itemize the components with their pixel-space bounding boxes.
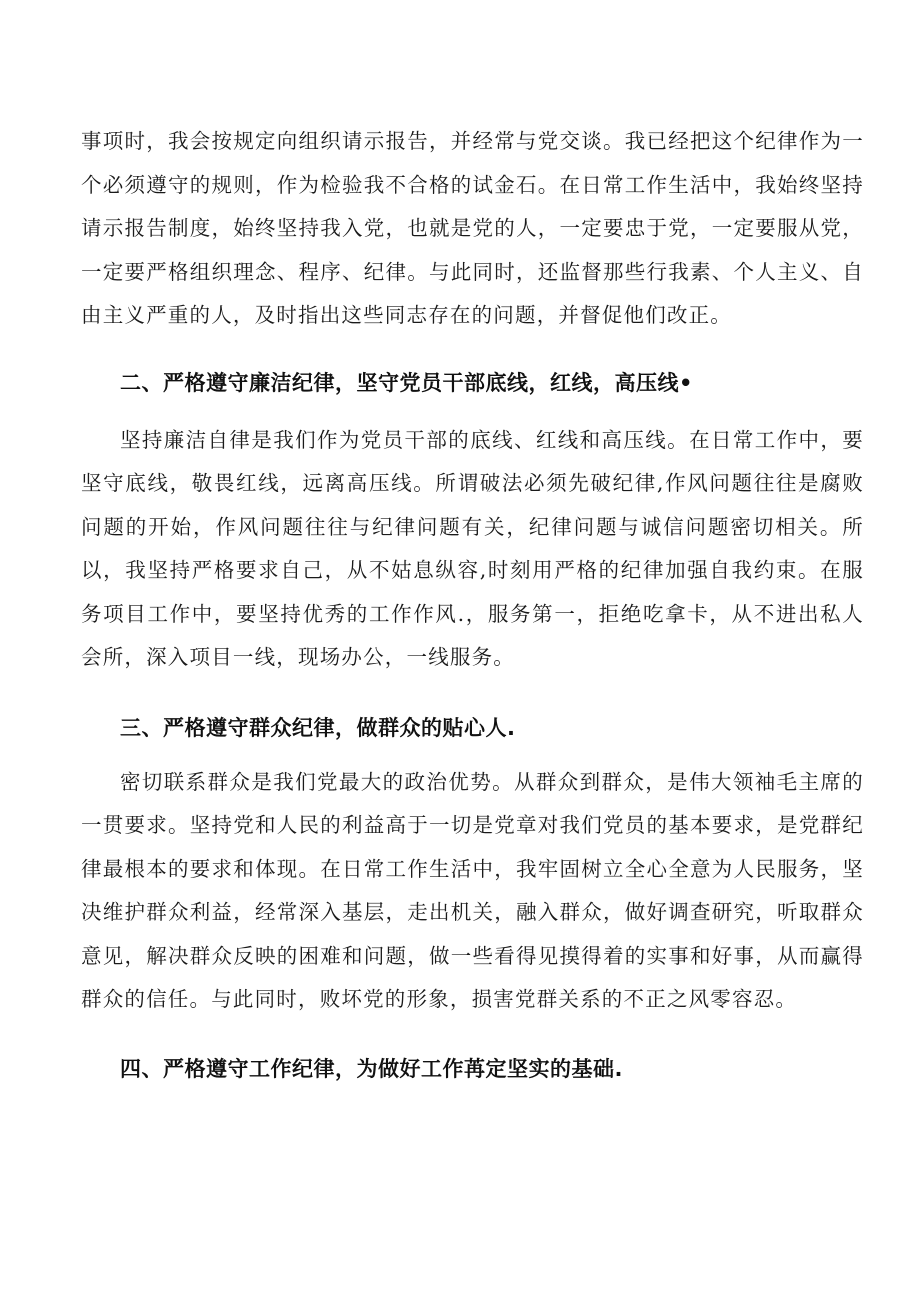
paragraph-mass-discipline: 密切联系群众是我们党最大的政治优势。从群众到群众，是伟大领袖毛主席的一贯要求。坚持党和人民的利益高于一切是党章对我们党员的基本要求，是党群纪律最根本的要求和体现。在日常工作生活中，我牢固树立全心全意为人民服务，坚决维护群众利益，经常深入基层，走出机关，融入群众，做好调查研究，听取群众意见，解决群众反映的困难和问题，做一些看得见摸得着的实事和好事，从而赢得群众的信任。与此同时，败坏党的形象，损害党群关系的不正之风零容忍。 bbox=[81, 769, 864, 1011]
paragraph-continuation: 事项时，我会按规定向组织请示报告，并经常与党交谈。我已经把这个纪律作为一个必须遵守的规则，作为检验我不合格的试金石。在日常工作生活中，我始终坚持请示报告制度，始终坚持我入党，也就是党的人，一定要忠于党，一定要服从党，一定要严格组织理念、程序、纪律。与此同时，还监督那些行我素、个人主义、自由主义严重的人，及时指出这些同志存在的问题，并督促他们改正。 bbox=[81, 129, 864, 327]
section-heading-3: 三、严格遵守群众纪律，做群众的贴心人. bbox=[120, 715, 516, 740]
section-heading-2: 二、严格遵守廉洁纪律，坚守党员干部底线，红线，高压线• bbox=[120, 370, 693, 395]
section-heading-4: 四、严格遵守工作纪律，为做好工作苒定坚实的基础. bbox=[120, 1056, 623, 1081]
document-body bbox=[81, 120, 864, 1084]
paragraph-integrity-discipline: 坚持廉洁自律是我们作为党员干部的底线、红线和高压线。在日常工作中，要坚守底线，敬畏红线，远离高压线。所谓破法必须先破纪律,作风问题往往是腐败问题的开始，作风问题往往与纪律问题有关，纪律问题与诚信问题密切相关。所以，我坚持严格要求自己，从不姑息纵容,时刻用严格的纪律加强自我约束。在服务项目工作中，要坚持优秀的工作作风.，服务第一，拒绝吃拿卡，从不进出私人会所，深入项目一线，现场办公，一线服务。 bbox=[81, 427, 864, 669]
